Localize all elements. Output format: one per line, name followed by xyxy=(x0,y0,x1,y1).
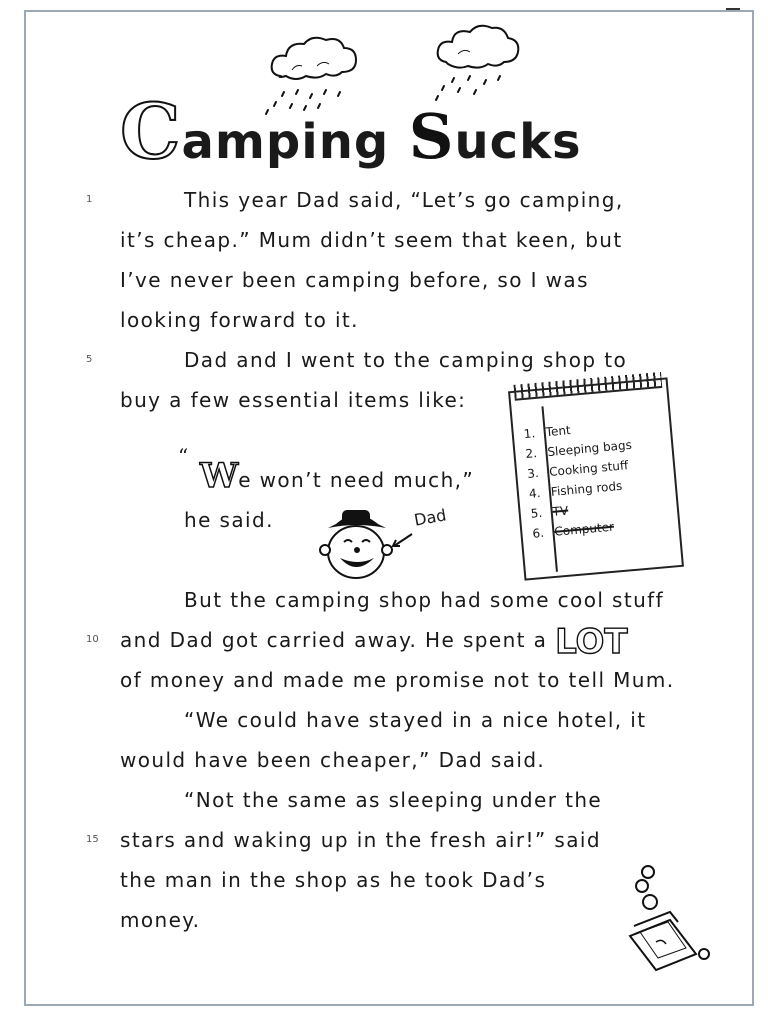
list-item: 2. Sleeping bags xyxy=(524,437,633,462)
list-item: 1. Tent xyxy=(523,423,572,442)
line-number: 1 xyxy=(86,194,93,205)
text-line: “Not the same as sleeping under the xyxy=(184,788,603,812)
text-line-quote xyxy=(200,456,475,496)
text-line: it’s cheap.” Mum didn’t seem that keen, but xyxy=(120,228,623,252)
text-line: the man in the shop as he took Dad’s xyxy=(120,868,547,892)
list-item: 3. Cooking stuff xyxy=(526,458,629,481)
text-line: of money and made me promise not to tell Mum. xyxy=(120,668,675,692)
line-number: 10 xyxy=(86,634,99,645)
text-line-lot: and Dad got carried away. He spent a LOT xyxy=(120,622,628,662)
corner-mark xyxy=(726,8,740,10)
list-item: 6. Computer xyxy=(531,519,615,541)
open-quote-mark: “ xyxy=(178,444,189,468)
text-line: I’ve never been camping before, so I was xyxy=(120,268,589,292)
text-line: he said. xyxy=(184,508,274,532)
text-line: stars and waking up in the fresh air!” said xyxy=(120,828,601,852)
text-line: “We could have stayed in a nice hotel, it xyxy=(184,708,647,732)
text-line: buy a few essential items like: xyxy=(120,388,467,412)
quote-text: e won’t need much,” xyxy=(238,468,475,492)
title-word-camping: amping xyxy=(181,114,390,170)
emphasis-lot: LOT xyxy=(555,622,628,662)
text-line: This year Dad said, “Let’s go camping, xyxy=(184,188,624,212)
text-line: But the camping shop had some cool stuff xyxy=(184,588,665,612)
text-line: looking forward to it. xyxy=(120,308,359,332)
dad-label: Dad xyxy=(412,505,448,530)
text-line: money. xyxy=(120,908,201,932)
text-line: Dad and I went to the camping shop to xyxy=(184,348,628,372)
line-number: 15 xyxy=(86,834,99,845)
money-coins-icon xyxy=(620,856,720,976)
list-item: 5. TV xyxy=(530,503,569,521)
page-title xyxy=(120,87,582,182)
dad-face-illustration xyxy=(316,500,416,584)
text-line: would have been cheaper,” Dad said. xyxy=(120,748,546,772)
list-item: 4. Fishing rods xyxy=(528,478,623,501)
title-initial-c: C xyxy=(120,87,182,176)
title-word-sucks: ucks xyxy=(454,114,582,170)
title-initial-s: S xyxy=(408,100,455,173)
shopping-list-notepad xyxy=(508,377,684,580)
line-number: 5 xyxy=(86,354,93,365)
decorated-initial-w: W xyxy=(200,456,239,496)
shopping-list xyxy=(523,415,640,544)
